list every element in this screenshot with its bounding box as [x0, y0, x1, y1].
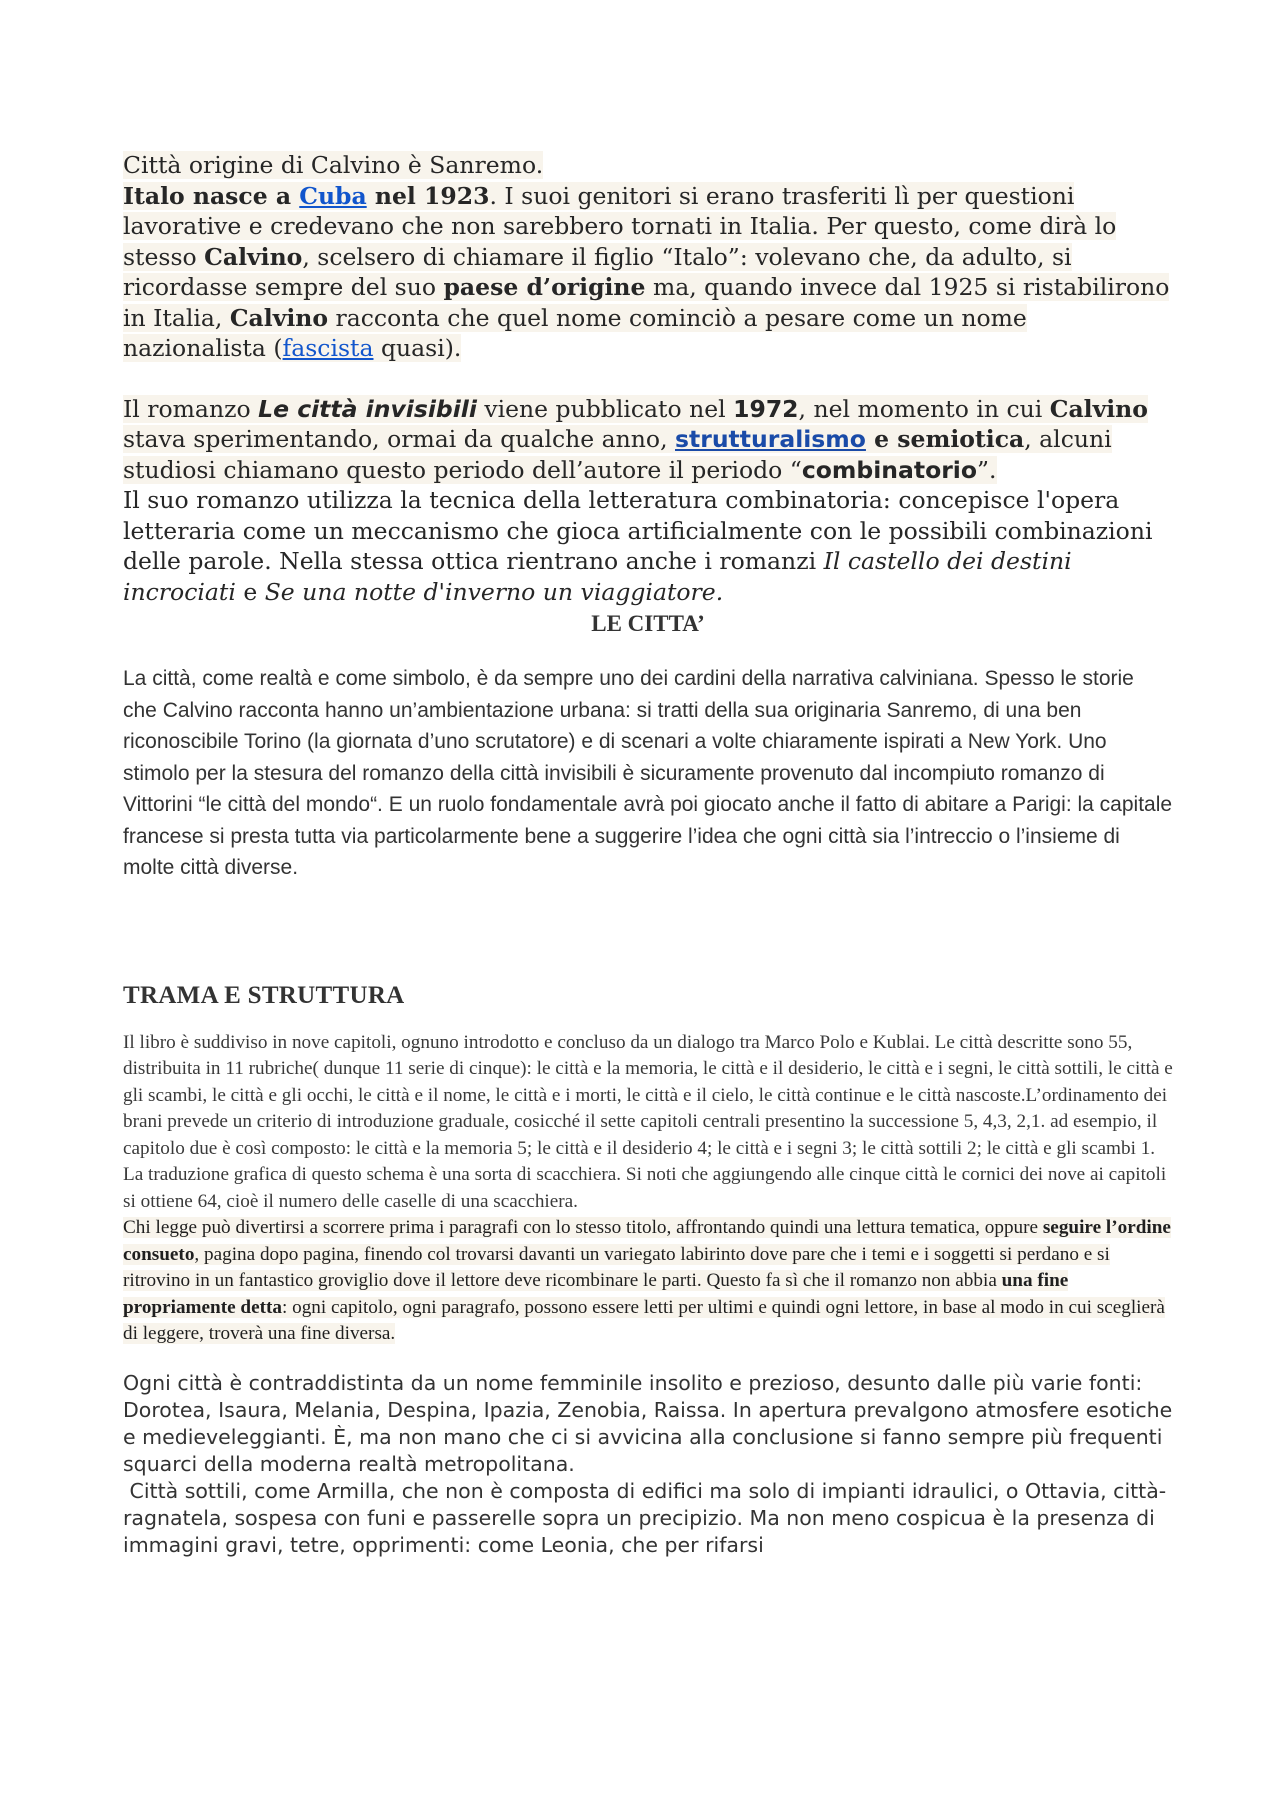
romanzo-text-f: , alcuni studiosi chiamano questo periodo dell’autore il periodo “ — [123, 425, 1112, 484]
citta-heading: LE CITTA’ — [591, 611, 705, 636]
calvino-bold: Calvino — [204, 242, 303, 271]
lettura-text-c: : ogni capitolo, ogni paragrafo, possono essere letti per ultimi e quindi ogni lettore, in base al modo in cui sceglierà di leggere, troverà una fine diversa. — [123, 1296, 1165, 1344]
seguire-ordine-bold: seguire l’ordine consueto — [123, 1217, 1171, 1265]
strutturalismo-link[interactable]: strutturalismo — [675, 425, 866, 453]
intro-text: Città origine di Calvino è Sanremo. — [123, 151, 544, 179]
fascista-link[interactable]: fascista — [282, 334, 374, 362]
intro-section — [123, 150, 1173, 607]
book-title: Le città invisibili — [258, 394, 477, 423]
trama-paragraph: Il libro è suddiviso in nove capitoli, ognuno introdotto e concluso da un dialogo tra Marco Polo e Kublai. Le città descritte sono 55, distribuita in 11 rubriche( dunque 11 serie di cinque): le città e la memoria, le città e il desiderio, le città e i segni, le città sottili, le città e gli scambi, le città e gli occhi, le città e il nome, le città e i morti, le città e il cielo, le città continue e le città nascoste.L’ordinamento dei brani prevede un criterio di introduzione graduale, cosicché il sette capitoli centrali presentino la successione 5, 4,3, 2,1. ad esempio, il capitolo due è così composto: le città e la memoria 5; le città e il desiderio 4; le città e i segni 3; le città sottili 2; le città e gli scambi 1. La traduzione grafica di questo schema è una sorta di scacchiera. Si noti che aggiungendo alle cinque città le cornici dei nove ai capitoli si ottiene 64, cioè il numero delle caselle di una scacchiera. — [123, 1031, 1173, 1212]
romanzo-text-g: ”. — [977, 455, 997, 484]
lettura-text-a: Chi legge può divertirsi a scorrere prima i paragrafi con lo stesso titolo, affrontando quindi una lettura tematica, oppure — [123, 1217, 1043, 1238]
intro-paragraph — [123, 181, 1173, 364]
romanzo-text-a: Il romanzo — [123, 394, 259, 423]
citta-sottili-paragraph: Città sottili, come Armilla, che non è composta di edifici ma solo di impianti idraulici, o Ottavia, città-ragnatela, sospesa con funi e passerelle sopra un precipizio. Ma non meno cospicua è la presenza di immagini gravi, tetre, opprimenti: come Leonia, che per rifarsi — [123, 1478, 1167, 1557]
intro-text-e: ma, quando invece dal 1925 si ristabilirono in Italia, — [123, 273, 1170, 332]
citta-paragraph: La città, come realtà e come simbolo, è da sempre uno dei cardini della narrativa calviniana. Spesso le storie che Calvino racconta hanno un’ambientazione urbana: si tratti della sua originaria Sanremo, di una ben riconoscibile Torino (la giornata d’uno scrutatore) e di scenari a volte chiaramente ispirati a New York. Uno stimolo per la stesura del romanzo della città invisibili è sicuramente provenuto dal incompiuto romanzo di Vittorini “le città del mondo“. E un ruolo fondamentale avrà poi giocato anche il fatto di abitare a Parigi: la capitale francese si presta tutta via particolarmente bene a suggerire l’idea che ogni città sia l’intreccio o l’insieme di molte città diverse. — [123, 667, 1173, 879]
ogni-citta-section — [123, 1370, 1173, 1559]
document-body — [123, 150, 1173, 1559]
combinatoria-text-b: e — [235, 577, 265, 606]
calvino-bold: Calvino — [229, 303, 329, 332]
lettura-paragraph — [123, 1215, 1173, 1348]
romanzo-paragraph — [123, 394, 1173, 486]
combinatorio-bold: combinatorio — [801, 455, 978, 484]
spacer — [123, 364, 1173, 394]
combinatoria-text-a: Il suo romanzo utilizza la tecnica della letteratura combinatoria: concepisce l'opera letteraria come un meccanismo che gioca artificialmente con le possibili combinazioni delle parole. Nella stessa ottica rientrano anche i romanzi — [123, 486, 1153, 575]
romanzo-text-c: , nel momento in cui — [798, 394, 1050, 423]
fine-bold: una fine propriamente detta — [123, 1270, 1069, 1318]
romanzo-text-e: e — [865, 425, 898, 453]
italo-nasce: Italo nasce a — [123, 181, 300, 210]
castello-title: Il castello dei destini incrociati — [123, 547, 1072, 606]
year-1923: nel 1923 — [366, 181, 490, 210]
intro-text-d: , scelsero di chiamare il figlio “Italo”: volevano che, da adulto, si ricordasse sempre del suo — [123, 242, 1072, 301]
romanzo-text-d: stava sperimentando, ormai da qualche anno, — [123, 425, 676, 453]
combinatoria-paragraph — [123, 485, 1173, 607]
notte-title: Se una notte d'inverno un viaggiatore — [264, 577, 716, 606]
semiotica-bold: semiotica — [897, 425, 1025, 453]
romanzo-text-b: viene pubblicato nel — [476, 394, 734, 423]
paese-origine: paese d’origine — [443, 273, 646, 301]
cuba-link[interactable]: Cuba — [299, 181, 367, 210]
intro-text-g: quasi). — [373, 334, 462, 362]
intro-text-f: racconta che quel nome cominciò a pesare come un nome nazionalista ( — [123, 303, 1027, 362]
year-1972: 1972 — [733, 394, 799, 423]
calvino-bold: Calvino — [1049, 394, 1148, 423]
intro-text-c: . I suoi genitori si erano trasferiti lì per questioni lavorative e credevano che non sarebbero tornati in Italia. Per questo, come dirà lo stesso — [123, 181, 1117, 271]
ogni-citta-paragraph: Ogni città è contraddistinta da un nome femminile insolito e prezioso, desunto dalle più varie fonti: Dorotea, Isaura, Melania, Despina, Ipazia, Zenobia, Raissa. In apertura prevalgono atmosfere esotiche e medieveleggianti. È, ma non mano che ci si avvicina alla conclusione si fanno sempre più frequenti squarci della moderna realtà metropolitana. — [123, 1370, 1173, 1476]
trama-heading: TRAMA E STRUTTURA — [123, 981, 405, 1009]
lettura-text-b: , pagina dopo pagina, finendo col trovarsi davanti un variegato labirinto dove pare che i temi e i soggetti si perdano e si ritrovino in un fantastico groviglio dove il lettore deve ricombinare le parti. Questo fa sì che il romanzo non abbia — [123, 1243, 1110, 1291]
intro-line — [123, 150, 1173, 181]
combinatoria-text-c: . — [715, 577, 724, 606]
